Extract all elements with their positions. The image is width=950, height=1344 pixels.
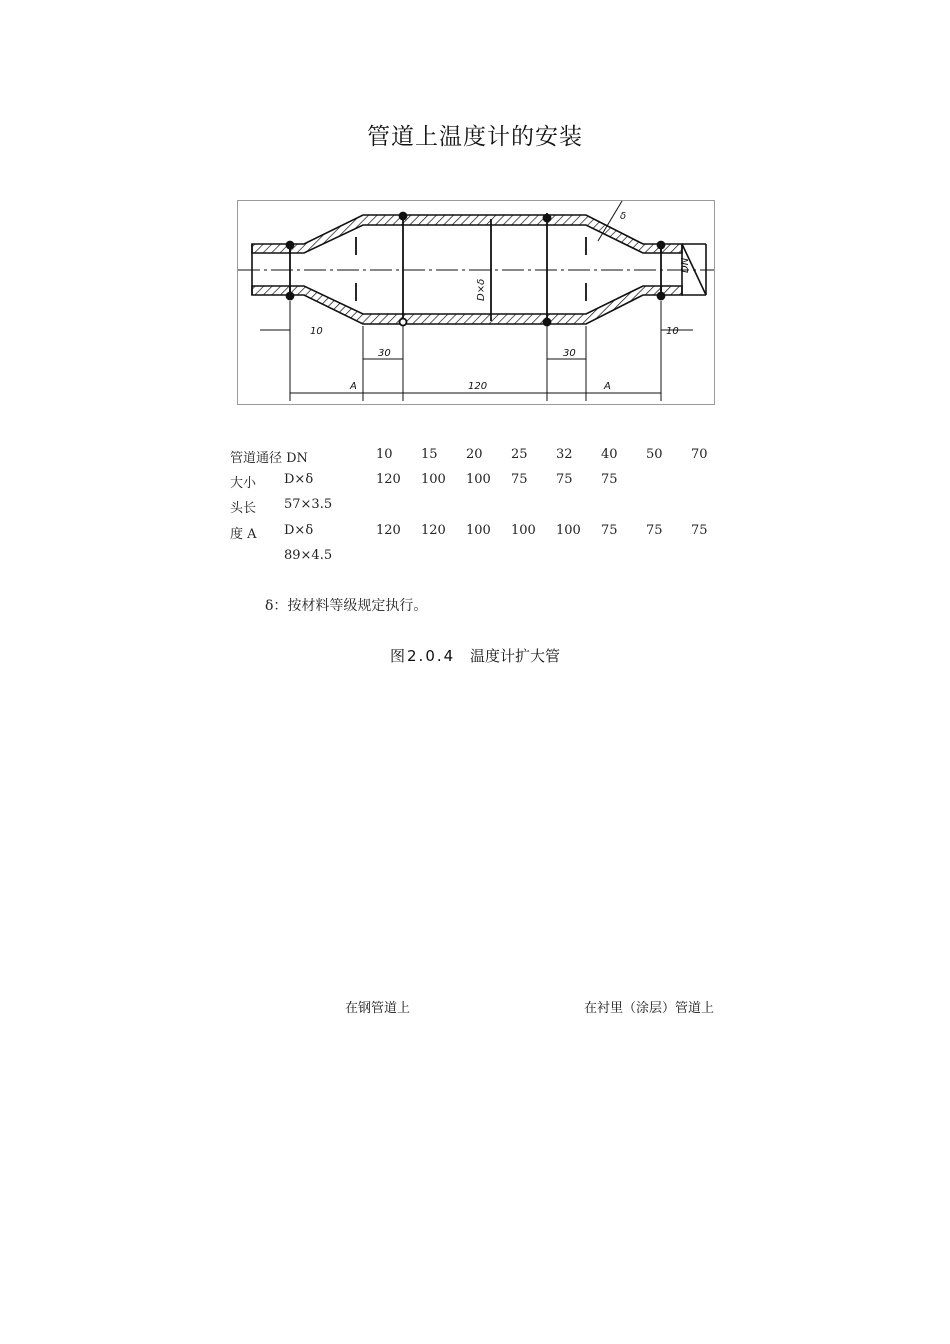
row5-spec: 89×4.5: [284, 548, 333, 563]
row1-value: 40: [601, 447, 618, 462]
page-title: 管道上温度计的安装: [367, 124, 583, 150]
dim-label-dn: DN: [680, 257, 691, 273]
dim-label-30-left: 30: [378, 348, 391, 359]
row1-value: 15: [421, 447, 438, 462]
dim-label-delta: δ: [620, 211, 627, 222]
dim-label-10-right: 10: [666, 326, 679, 337]
subcaption-steel: 在钢管道上: [345, 1001, 411, 1016]
row4-value: 100: [556, 523, 581, 538]
row2-spec: D×δ: [284, 472, 314, 487]
row2-value: 75: [601, 472, 618, 487]
row4-value: 75: [601, 523, 618, 538]
row2-value: 100: [421, 472, 446, 487]
row4-label: 度 A: [230, 527, 257, 542]
row1-value: 10: [376, 447, 393, 462]
row4-value: 120: [376, 523, 401, 538]
row1-value: 32: [556, 447, 573, 462]
row4-value: 120: [421, 523, 446, 538]
row4-value: 75: [691, 523, 708, 538]
row4-value: 75: [646, 523, 663, 538]
row2-value: 75: [511, 472, 528, 487]
row2-value: 75: [556, 472, 573, 487]
dim-label-a-right: A: [604, 381, 611, 392]
row1-value: 70: [691, 447, 708, 462]
row3-label: 头长: [230, 501, 257, 516]
reducer-pipe-drawing: [237, 200, 715, 405]
dim-label-120: 120: [468, 381, 488, 392]
row4-value: 100: [511, 523, 536, 538]
figure-number: 图2.0.4: [390, 647, 456, 665]
figure-caption: [0, 645, 950, 666]
delta-note: δ：按材料等级规定执行。: [265, 598, 428, 614]
row3-spec: 57×3.5: [284, 497, 333, 512]
row4-value: 100: [466, 523, 491, 538]
row4-spec: D×δ: [284, 523, 314, 538]
row2-value: 100: [466, 472, 491, 487]
row1-value: 20: [466, 447, 483, 462]
row1-label: 管道通径 DN: [230, 451, 308, 466]
dim-label-a-left: A: [350, 381, 357, 392]
row1-value: 50: [646, 447, 663, 462]
row2-label: 大小: [230, 476, 257, 491]
dim-label-30-right: 30: [563, 348, 576, 359]
dim-label-10-left: 10: [310, 326, 323, 337]
pipe-walls: [252, 215, 682, 324]
row1-value: 25: [511, 447, 528, 462]
dim-label-dxd: D×δ: [476, 278, 487, 301]
row2-value: 120: [376, 472, 401, 487]
figure-caption-text: 温度计扩大管: [469, 647, 560, 665]
subcaption-lined: 在衬里（涂层）管道上: [584, 1001, 715, 1016]
